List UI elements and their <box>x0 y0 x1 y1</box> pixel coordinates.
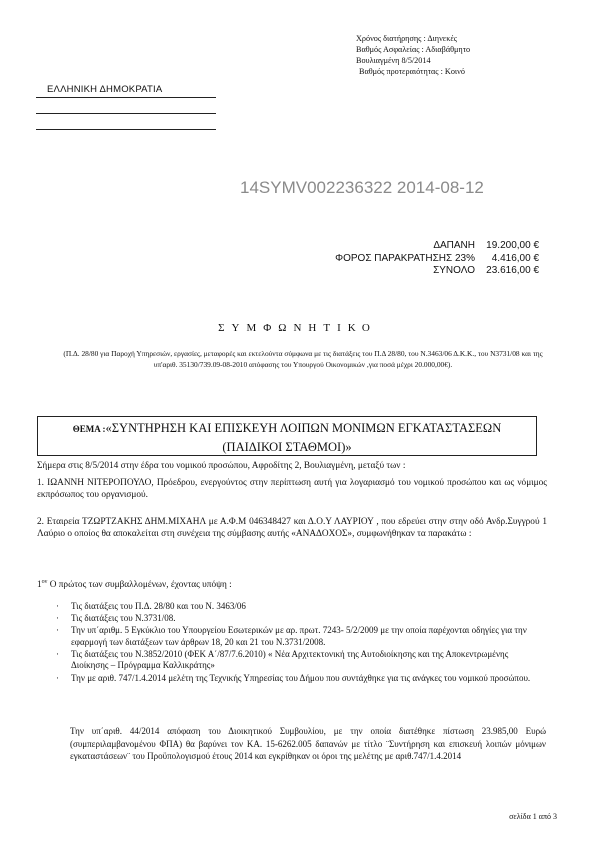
cost-label: ΔΑΠΑΝΗ <box>433 240 475 251</box>
cost-value: 4.416,00 € <box>491 252 539 264</box>
document-metadata <box>356 33 470 77</box>
cost-row-expense <box>335 240 539 253</box>
first-party-number: 1 <box>37 580 42 591</box>
retention-line: Χρόνος διατήρησης : Διηνεκές <box>356 34 458 43</box>
subject-line-1: «ΣΥΝΤΗΡΗΣΗ ΚΑΙ ΕΠΙΣΚΕΥΗ ΛΟΙΠΩΝ ΜΟΝΙΜΩΝ ΕΓΚΑΤΑΣΤΑΣΕΩΝ <box>105 421 502 435</box>
cost-label: ΣΥΝΟΛΟ <box>433 265 475 276</box>
list-item: · Τις διατάξεις του Ν.3731/08. <box>56 613 176 624</box>
party-two-paragraph: 2. Εταιρεία ΤΖΩΡΤΖΑΚΗΣ ΔΗΜ.ΜΙΧΑΗΛ με Α.Φ.Μ 046348427 και Δ.Ο.Υ ΛΑΥΡΙΟΥ , που εδρεύει στην στην οδό Ανδρ.Συγγρού 1 Λαύριο ο οποίος θα αποκαλείται στη συνέχεια της σύμβασης αυτής «ΑΝΑΔΟΧΟΣ», συμφωνήθηκαν τα παρακάτω : <box>37 517 547 539</box>
ada-code: 14SYMV002236322 2014-08-12 <box>240 178 484 197</box>
first-party-ordinal: ον <box>41 579 48 585</box>
cost-row-total <box>335 265 539 278</box>
party-one-paragraph: 1. ΙΩΑΝΝΗ ΝΙΤΕΡΟΠΟΥΛΟ, Πρόεδρου, ενεργούντος στην περίπτωση αυτή για λογαριασμό του νομικού προσώπου και ως νόμιμος εκπρόσωπος του οργανισμού. <box>37 478 547 500</box>
list-item: · Τις διατάξεις του Ν.3852/2010 (ΦΕΚ Α΄/87/7.6.2010) « Νέα Αρχιτεκτονική της Αυτοδιοίκησης και της Αποκεντρωμένης Διοίκησης – Πρόγραμμα Καλλικράτης» <box>56 648 509 671</box>
header-rule-2 <box>36 113 216 114</box>
document-title: ΣΥΜΦΩΝΗΤΙΚΟ <box>218 322 377 334</box>
first-party-text: Ο πρώτος των συμβαλλομένων, έχοντας υπόψη : <box>47 580 232 591</box>
budget-paragraph: Την υπ΄αριθ. 44/2014 απόφαση του Διοικητικού Συμβουλίου, με την οποία διατέθηκε πίστωση 23.985,00 Ευρώ (συμπεριλαμβανομένου ΦΠΑ) θα βαρύνει τον ΚΑ. 15-6262.005 δαπανών με τίτλο ¨Συντήρηση και επισκευή λοιπών μόνιμων εγκαταστάσεων¨ του Προϋπολογισμού έτους 2014 και εγκρίθηκαν οι όροι της μελέτης με αριθ.747/1.4.2014 <box>70 726 546 761</box>
legal-note: (Π.Δ. 28/80 για Παροχή Υπηρεσιών, εργασίες, μεταφορές και εκτελούντα σύμφωνα με τις διατάξεις του Π.Δ 28/80, του Ν.3463/06 Δ.Κ.Κ., του Ν3731/08 και της υπ'αριθ. 35130/739.09-08-2010 απόφασης του Υπουργού Οικονομικών ,για ποσά μέχρι 20.000,00€). <box>63 349 543 369</box>
list-item: · Τις διατάξεις του Π.Δ. 28/80 και του Ν. 3463/06 <box>56 601 246 611</box>
bullet-icon: · <box>56 625 59 636</box>
list-item: · Την υπ΄αριθμ. 5 Εγκύκλιο του Υπουργείου Εσωτερικών με αρ. πρωτ. 7243- 5/2/2009 με την οποία παρέχονται οδηγίες για την εφαρμογή των διατάξεων των άρθρων 18, 20 και 21 του Ν.3731/2008. <box>56 625 527 647</box>
considerations-list <box>56 601 546 685</box>
republic-heading: ΕΛΛΗΝΙΚΗ ΔΗΜΟΚΡΑΤΙΑ <box>47 84 163 95</box>
cost-summary <box>335 240 539 278</box>
first-party-heading <box>37 576 547 591</box>
date-line: Βουλιαγμένη 8/5/2014 <box>356 56 431 65</box>
priority-line: Βαθμός προτεραιότητας : Κοινό <box>359 67 465 76</box>
page-number: σελίδα 1 από 3 <box>509 812 557 821</box>
bullet-icon: · <box>56 601 59 611</box>
bullet-icon: · <box>56 613 59 624</box>
security-line: Βαθμός Ασφαλείας : Αδιαβάθμητο <box>356 45 471 54</box>
list-item: · Την με αριθ. 747/1.4.2014 μελέτη της Τεχνικής Υπηρεσίας του Δήμου που συντάχθηκε για τις ανάγκες του νομικού προσώπου. <box>56 672 531 683</box>
subject-label: ΘΕΜΑ : <box>72 424 106 434</box>
header-rule-1 <box>36 97 216 98</box>
cost-value: 23.616,00 € <box>486 265 539 276</box>
bullet-icon: · <box>56 648 59 659</box>
cost-value: 19.200,00 € <box>486 240 539 251</box>
cost-row-tax <box>335 253 539 266</box>
cost-label: ΦΟΡΟΣ ΠΑΡΑΚΡΑΤΗΣΗΣ 23% <box>335 252 475 264</box>
intro-paragraph: Σήμερα στις 8/5/2014 στην έδρα του νομικού προσώπου, Αφροδίτης 2, Βουλιαγμένη, μεταξύ των : <box>37 461 406 471</box>
subject-box <box>37 416 537 456</box>
header-rule-3 <box>36 129 216 130</box>
bullet-icon: · <box>56 672 59 683</box>
subject-line-2: (ΠΑΙΔΙΚΟΙ ΣΤΑΘΜΟΙ)» <box>222 440 352 454</box>
